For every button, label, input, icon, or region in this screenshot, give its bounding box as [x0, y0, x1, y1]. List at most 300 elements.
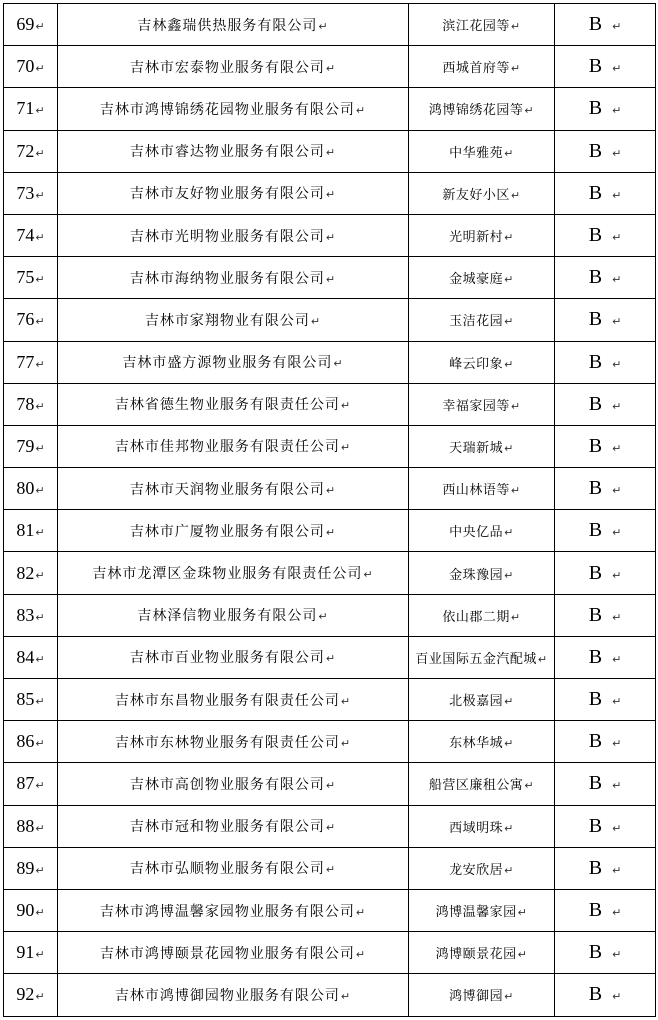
grade-text: B	[588, 392, 603, 415]
project-name-text: 船营区廉租公寓	[428, 778, 524, 794]
company-name-text: 吉林市东昌物业服务有限责任公司	[114, 692, 340, 709]
row-number-cell	[4, 510, 58, 552]
paragraph-mark-icon: ↵	[612, 62, 622, 76]
grade-text: B	[588, 814, 603, 837]
grade-text: B	[588, 181, 603, 204]
grade-text: B	[588, 519, 603, 542]
company-name-text: 吉林市家翔物业有限公司	[144, 312, 310, 329]
table-row	[4, 636, 656, 678]
row-number-text: 81	[16, 520, 35, 541]
paragraph-mark-icon: ↵	[35, 399, 45, 413]
paragraph-mark-icon: ↵	[612, 652, 622, 666]
project-name-cell	[409, 510, 555, 552]
row-number-text: 91	[16, 942, 35, 963]
company-name-text: 吉林市百业物业服务有限公司	[129, 650, 325, 667]
paragraph-mark-icon: ↵	[325, 188, 337, 202]
paragraph-mark-icon: ↵	[504, 146, 514, 160]
company-name-cell	[58, 847, 409, 889]
grade-text: B	[588, 13, 603, 36]
grade-cell	[555, 552, 656, 594]
paragraph-mark-icon: ↵	[325, 652, 337, 666]
row-number-cell	[4, 257, 58, 299]
project-name-text: 西域明珠	[449, 820, 504, 836]
row-number-text: 72	[16, 140, 35, 161]
paragraph-mark-icon: ↵	[35, 863, 45, 877]
company-name-cell	[58, 510, 409, 552]
company-name-cell	[58, 257, 409, 299]
company-name-cell	[58, 172, 409, 214]
paragraph-mark-icon: ↵	[612, 231, 622, 245]
project-name-text: 鸿博温馨家园	[435, 905, 517, 921]
grade-text: B	[588, 266, 603, 289]
project-name-cell	[409, 552, 555, 594]
company-name-cell	[58, 552, 409, 594]
project-name-cell	[409, 4, 555, 46]
project-name-cell	[409, 763, 555, 805]
project-name-text: 中华雅苑	[449, 145, 504, 161]
paragraph-mark-icon: ↵	[504, 737, 514, 751]
company-name-cell	[58, 594, 409, 636]
grade-cell	[555, 594, 656, 636]
paragraph-mark-icon: ↵	[612, 399, 622, 413]
paragraph-mark-icon: ↵	[612, 104, 622, 118]
row-number-text: 84	[16, 646, 35, 667]
paragraph-mark-icon: ↵	[510, 399, 521, 413]
paragraph-mark-icon: ↵	[612, 863, 622, 877]
grade-cell	[555, 805, 656, 847]
paragraph-mark-icon: ↵	[504, 863, 514, 877]
row-number-cell	[4, 847, 58, 889]
grade-text: B	[588, 730, 603, 753]
grade-text: B	[588, 603, 603, 626]
row-number-cell	[4, 763, 58, 805]
project-name-text: 西山林语等	[442, 483, 510, 499]
paragraph-mark-icon: ↵	[355, 103, 367, 117]
grade-text: B	[588, 308, 603, 331]
paragraph-mark-icon: ↵	[612, 526, 622, 540]
row-number-cell	[4, 805, 58, 847]
paragraph-mark-icon: ↵	[504, 821, 514, 835]
project-name-text: 玉洁花园	[449, 314, 504, 330]
paragraph-mark-icon: ↵	[504, 568, 514, 582]
paragraph-mark-icon: ↵	[510, 188, 521, 202]
row-number-text: 82	[16, 562, 35, 583]
company-name-cell	[58, 130, 409, 172]
project-name-cell	[409, 889, 555, 931]
table-row	[4, 679, 656, 721]
paragraph-mark-icon: ↵	[318, 610, 329, 624]
company-name-text: 吉林市宏泰物业服务有限公司	[129, 59, 325, 76]
company-name-text: 吉林市鸿博温馨家园物业服务有限公司	[99, 903, 355, 920]
paragraph-mark-icon: ↵	[612, 990, 622, 1004]
table-row	[4, 932, 656, 974]
table-row	[4, 425, 656, 467]
paragraph-mark-icon: ↵	[325, 230, 337, 244]
project-name-cell	[409, 383, 555, 425]
paragraph-mark-icon: ↵	[35, 568, 45, 582]
paragraph-mark-icon: ↵	[612, 568, 622, 582]
company-name-cell	[58, 889, 409, 931]
company-name-cell	[58, 4, 409, 46]
paragraph-mark-icon: ↵	[524, 779, 535, 793]
row-number-cell	[4, 130, 58, 172]
company-name-cell	[58, 636, 409, 678]
paragraph-mark-icon: ↵	[612, 273, 622, 287]
row-number-cell	[4, 425, 58, 467]
paragraph-mark-icon: ↵	[524, 104, 535, 118]
company-name-text: 吉林市弘顺物业服务有限公司	[129, 861, 325, 878]
project-name-text: 百业国际五金汽配城	[415, 651, 537, 667]
row-number-cell	[4, 341, 58, 383]
project-name-cell	[409, 932, 555, 974]
table-row	[4, 468, 656, 510]
grade-cell	[555, 257, 656, 299]
company-name-text: 吉林市东林物业服务有限责任公司	[114, 734, 340, 751]
table-row	[4, 172, 656, 214]
paragraph-mark-icon: ↵	[612, 779, 622, 793]
company-name-text: 吉林市天润物业服务有限公司	[129, 481, 325, 498]
company-name-cell	[58, 341, 409, 383]
company-name-text: 吉林泽信物业服务有限公司	[137, 608, 318, 625]
paragraph-mark-icon: ↵	[340, 441, 352, 455]
table-row	[4, 299, 656, 341]
row-number-text: 75	[16, 267, 35, 288]
paragraph-mark-icon: ↵	[35, 695, 45, 709]
paragraph-mark-icon: ↵	[35, 484, 45, 498]
company-name-text: 吉林市龙潭区金珠物业服务有限责任公司	[92, 566, 363, 583]
grade-text: B	[588, 983, 603, 1006]
row-number-text: 79	[16, 435, 35, 456]
company-name-cell	[58, 679, 409, 721]
paragraph-mark-icon: ↵	[35, 188, 45, 202]
project-name-text: 鸿博御园	[449, 989, 504, 1005]
row-number-cell	[4, 299, 58, 341]
grade-text: B	[588, 688, 603, 711]
project-name-cell	[409, 721, 555, 763]
row-number-cell	[4, 383, 58, 425]
company-name-cell	[58, 88, 409, 130]
project-name-text: 幸福家园等	[442, 398, 510, 414]
company-name-text: 吉林市鸿博颐景花园物业服务有限公司	[99, 945, 355, 962]
paragraph-mark-icon: ↵	[325, 525, 337, 539]
project-name-text: 鸿博颐景花园	[435, 947, 517, 963]
company-name-cell	[58, 932, 409, 974]
grade-cell	[555, 847, 656, 889]
grade-text: B	[588, 97, 603, 120]
paragraph-mark-icon: ↵	[612, 821, 622, 835]
grade-cell	[555, 425, 656, 467]
row-number-cell	[4, 468, 58, 510]
paragraph-mark-icon: ↵	[504, 231, 514, 245]
project-name-text: 北极嘉园	[449, 694, 504, 710]
project-name-cell	[409, 636, 555, 678]
grade-cell	[555, 974, 656, 1016]
project-name-cell	[409, 46, 555, 88]
row-number-text: 86	[16, 731, 35, 752]
row-number-cell	[4, 88, 58, 130]
grade-text: B	[588, 941, 603, 964]
grade-cell	[555, 679, 656, 721]
grade-text: B	[588, 350, 603, 373]
grade-cell	[555, 46, 656, 88]
project-name-text: 滨江花园等	[442, 19, 510, 35]
project-name-cell	[409, 847, 555, 889]
row-number-text: 92	[16, 984, 35, 1005]
project-name-text: 东林华城	[449, 736, 504, 752]
row-number-cell	[4, 552, 58, 594]
company-name-text: 吉林市海纳物业服务有限公司	[129, 270, 325, 287]
grade-cell	[555, 721, 656, 763]
paragraph-mark-icon: ↵	[35, 779, 45, 793]
paragraph-mark-icon: ↵	[363, 568, 374, 582]
grade-cell	[555, 932, 656, 974]
grade-cell	[555, 172, 656, 214]
row-number-cell	[4, 4, 58, 46]
row-number-text: 90	[16, 900, 35, 921]
grade-text: B	[588, 477, 603, 500]
company-name-cell	[58, 46, 409, 88]
paragraph-mark-icon: ↵	[612, 315, 622, 329]
table-row	[4, 510, 656, 552]
paragraph-mark-icon: ↵	[510, 610, 521, 624]
company-name-cell	[58, 383, 409, 425]
paragraph-mark-icon: ↵	[35, 821, 45, 835]
table-row	[4, 383, 656, 425]
paragraph-mark-icon: ↵	[612, 948, 622, 962]
company-name-cell	[58, 763, 409, 805]
project-name-cell	[409, 257, 555, 299]
paragraph-mark-icon: ↵	[325, 146, 337, 160]
paragraph-mark-icon: ↵	[325, 778, 337, 792]
grade-cell	[555, 130, 656, 172]
paragraph-mark-icon: ↵	[325, 863, 337, 877]
row-number-cell	[4, 172, 58, 214]
company-name-cell	[58, 974, 409, 1016]
project-name-cell	[409, 594, 555, 636]
project-name-cell	[409, 679, 555, 721]
paragraph-mark-icon: ↵	[35, 610, 45, 624]
row-number-text: 70	[16, 56, 35, 77]
paragraph-mark-icon: ↵	[612, 906, 622, 920]
company-name-cell	[58, 805, 409, 847]
row-number-cell	[4, 636, 58, 678]
paragraph-mark-icon: ↵	[517, 948, 528, 962]
paragraph-mark-icon: ↵	[504, 315, 514, 329]
paragraph-mark-icon: ↵	[35, 315, 45, 329]
paragraph-mark-icon: ↵	[325, 821, 337, 835]
project-name-text: 西城首府等	[442, 61, 510, 77]
project-name-cell	[409, 172, 555, 214]
project-name-cell	[409, 974, 555, 1016]
row-number-cell	[4, 679, 58, 721]
paragraph-mark-icon: ↵	[612, 188, 622, 202]
grade-cell	[555, 510, 656, 552]
paragraph-mark-icon: ↵	[35, 146, 45, 160]
paragraph-mark-icon: ↵	[325, 61, 337, 75]
paragraph-mark-icon: ↵	[35, 231, 45, 245]
paragraph-mark-icon: ↵	[612, 441, 622, 455]
paragraph-mark-icon: ↵	[340, 989, 352, 1003]
row-number-text: 69	[16, 14, 35, 35]
row-number-cell	[4, 932, 58, 974]
paragraph-mark-icon: ↵	[35, 906, 45, 920]
company-name-cell	[58, 214, 409, 256]
row-number-cell	[4, 889, 58, 931]
grade-cell	[555, 299, 656, 341]
project-name-text: 金珠豫园	[449, 567, 504, 583]
row-number-cell	[4, 214, 58, 256]
paragraph-mark-icon: ↵	[35, 948, 45, 962]
paragraph-mark-icon: ↵	[612, 484, 622, 498]
paragraph-mark-icon: ↵	[35, 62, 45, 76]
company-name-cell	[58, 468, 409, 510]
grade-text: B	[588, 224, 603, 247]
row-number-text: 88	[16, 815, 35, 836]
company-name-cell	[58, 721, 409, 763]
grade-cell	[555, 468, 656, 510]
grade-text: B	[588, 772, 603, 795]
company-name-text: 吉林市佳邦物业服务有限责任公司	[114, 439, 340, 456]
company-name-cell	[58, 425, 409, 467]
grade-cell	[555, 341, 656, 383]
grade-cell	[555, 88, 656, 130]
row-number-text: 87	[16, 773, 35, 794]
grade-text: B	[588, 434, 603, 457]
grade-text: B	[588, 856, 603, 879]
table-row	[4, 4, 656, 46]
paragraph-mark-icon: ↵	[355, 905, 367, 919]
row-number-cell	[4, 974, 58, 1016]
paragraph-mark-icon: ↵	[504, 441, 514, 455]
paragraph-mark-icon: ↵	[510, 62, 521, 76]
project-name-cell	[409, 805, 555, 847]
company-name-text: 吉林市盛方源物业服务有限公司	[122, 355, 333, 372]
project-name-text: 金城豪庭	[449, 272, 504, 288]
table-row	[4, 130, 656, 172]
row-number-text: 71	[16, 98, 35, 119]
row-number-cell	[4, 46, 58, 88]
grade-cell	[555, 4, 656, 46]
paragraph-mark-icon: ↵	[504, 695, 514, 709]
company-name-text: 吉林市睿达物业服务有限公司	[129, 144, 325, 161]
grade-cell	[555, 636, 656, 678]
grade-text: B	[588, 645, 603, 668]
grade-cell	[555, 763, 656, 805]
row-number-text: 85	[16, 689, 35, 710]
company-name-text: 吉林市光明物业服务有限公司	[129, 228, 325, 245]
project-name-text: 天瑞新城	[449, 440, 504, 456]
paragraph-mark-icon: ↵	[537, 652, 548, 666]
paragraph-mark-icon: ↵	[35, 652, 45, 666]
project-name-text: 峰云印象	[449, 356, 504, 372]
table-row	[4, 594, 656, 636]
company-name-text: 吉林市冠和物业服务有限公司	[129, 819, 325, 836]
paragraph-mark-icon: ↵	[504, 526, 514, 540]
row-number-cell	[4, 721, 58, 763]
grade-cell	[555, 383, 656, 425]
company-name-cell	[58, 299, 409, 341]
project-name-cell	[409, 214, 555, 256]
grade-cell	[555, 214, 656, 256]
row-number-text: 89	[16, 857, 35, 878]
paragraph-mark-icon: ↵	[504, 357, 514, 371]
property-rating-table	[3, 3, 656, 1017]
paragraph-mark-icon: ↵	[35, 441, 45, 455]
table-row	[4, 847, 656, 889]
paragraph-mark-icon: ↵	[612, 610, 622, 624]
grade-cell	[555, 889, 656, 931]
paragraph-mark-icon: ↵	[35, 990, 45, 1004]
project-name-text: 中央亿品	[449, 525, 504, 541]
paragraph-mark-icon: ↵	[35, 737, 45, 751]
project-name-cell	[409, 88, 555, 130]
row-number-text: 77	[16, 351, 35, 372]
grade-text: B	[588, 899, 603, 922]
company-name-text: 吉林市鸿博锦绣花园物业服务有限公司	[99, 101, 355, 118]
paragraph-mark-icon: ↵	[504, 990, 514, 1004]
project-name-text: 依山郡二期	[442, 609, 510, 625]
paragraph-mark-icon: ↵	[612, 357, 622, 371]
row-number-text: 74	[16, 225, 35, 246]
project-name-text: 鸿博锦绣花园等	[428, 103, 524, 119]
project-name-cell	[409, 299, 555, 341]
row-number-text: 73	[16, 182, 35, 203]
paragraph-mark-icon: ↵	[35, 104, 45, 118]
paragraph-mark-icon: ↵	[612, 146, 622, 160]
paragraph-mark-icon: ↵	[340, 736, 352, 750]
grade-text: B	[588, 55, 603, 78]
table-row	[4, 341, 656, 383]
company-name-text: 吉林市友好物业服务有限公司	[129, 186, 325, 203]
company-name-text: 吉林市高创物业服务有限公司	[129, 776, 325, 793]
row-number-text: 76	[16, 309, 35, 330]
grade-text: B	[588, 561, 603, 584]
table-row	[4, 889, 656, 931]
project-name-cell	[409, 130, 555, 172]
grade-text: B	[588, 139, 603, 162]
table-row	[4, 214, 656, 256]
table-row	[4, 46, 656, 88]
paragraph-mark-icon: ↵	[340, 399, 352, 413]
paragraph-mark-icon: ↵	[510, 484, 521, 498]
project-name-cell	[409, 425, 555, 467]
row-number-cell	[4, 594, 58, 636]
paragraph-mark-icon: ↵	[318, 19, 329, 33]
paragraph-mark-icon: ↵	[340, 694, 352, 708]
row-number-text: 80	[16, 478, 35, 499]
table-body	[4, 4, 656, 1017]
paragraph-mark-icon: ↵	[612, 737, 622, 751]
table-row	[4, 974, 656, 1016]
table-row	[4, 721, 656, 763]
rating-table-container	[3, 3, 656, 1017]
table-row	[4, 257, 656, 299]
row-number-text: 78	[16, 393, 35, 414]
table-row	[4, 805, 656, 847]
paragraph-mark-icon: ↵	[504, 273, 514, 287]
paragraph-mark-icon: ↵	[517, 906, 528, 920]
paragraph-mark-icon: ↵	[325, 272, 337, 286]
paragraph-mark-icon: ↵	[612, 695, 622, 709]
paragraph-mark-icon: ↵	[35, 273, 45, 287]
table-row	[4, 552, 656, 594]
table-row	[4, 88, 656, 130]
project-name-text: 龙安欣居	[449, 862, 504, 878]
company-name-text: 吉林市广厦物业服务有限公司	[129, 523, 325, 540]
paragraph-mark-icon: ↵	[355, 947, 367, 961]
company-name-text: 吉林省德生物业服务有限责任公司	[114, 397, 340, 414]
paragraph-mark-icon: ↵	[310, 314, 322, 328]
